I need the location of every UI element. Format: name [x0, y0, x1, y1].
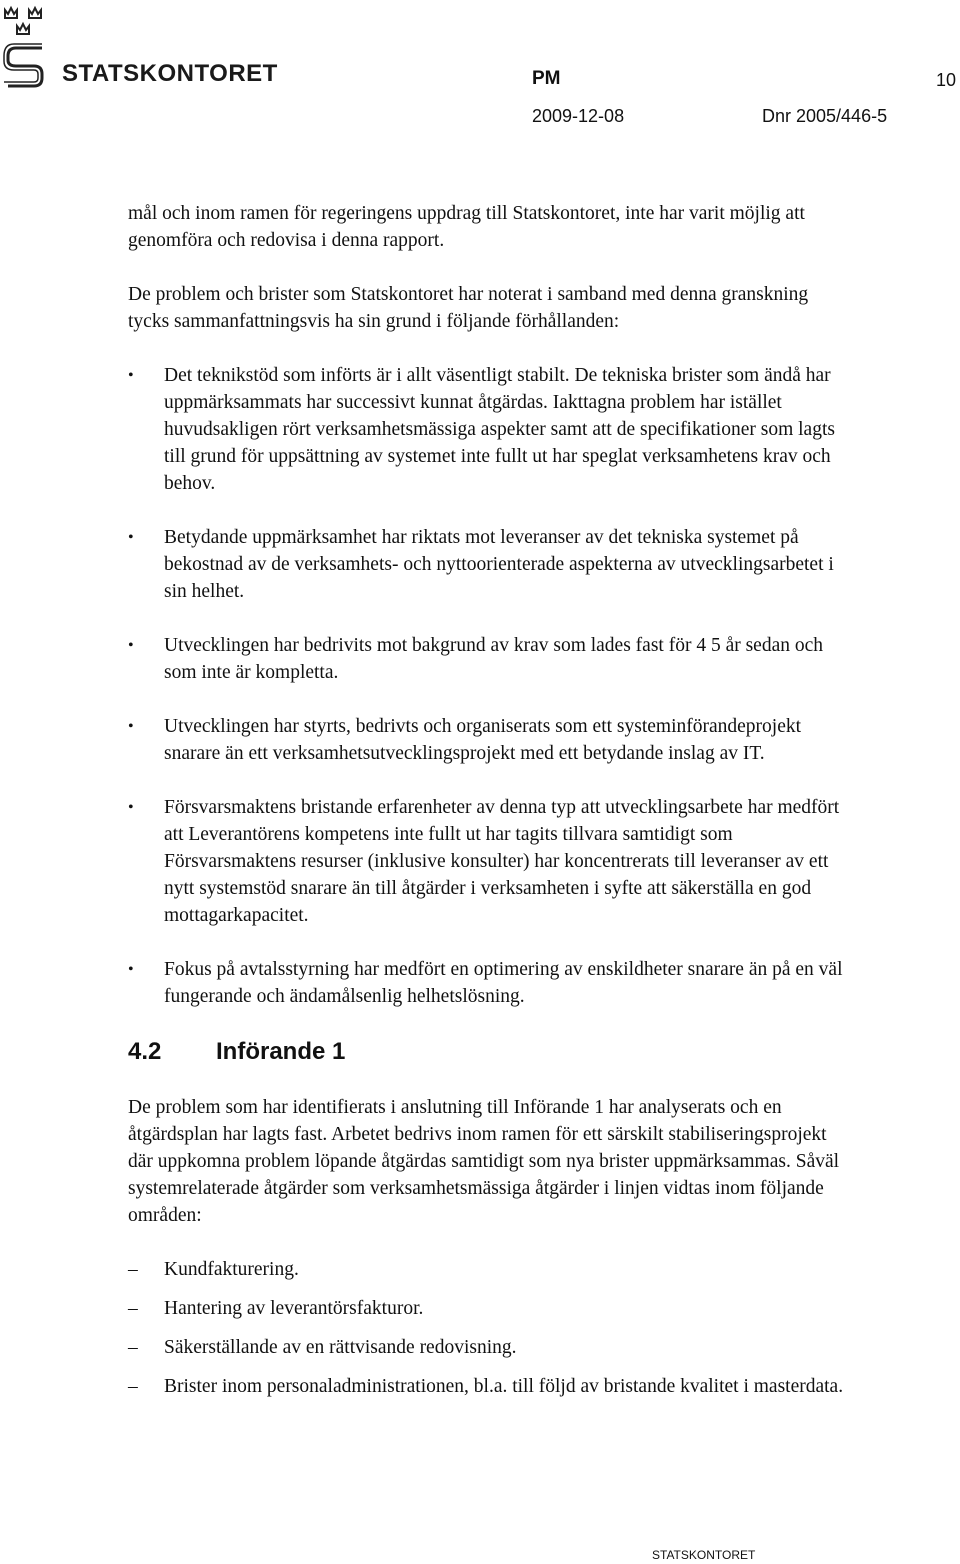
list-item-text: Det teknikstöd som införts är i allt väsentligt stabilt. De tekniska brister som ändå har uppmärksammats har successivt kunnat åtgärdas. Iakttagna problem har istället huvudsakligen rört verksamhetsmässiga aspekter samt att de specifikationer som lagts till grund för uppsättning av systemet inte fullt ut har speglat verksamhetens krav och behov. [164, 365, 835, 494]
statskontoret-logo-icon [2, 4, 48, 88]
dash-icon: – [128, 1259, 138, 1280]
document-date: 2009-12-08 [532, 106, 625, 126]
section-number: 4.2 [128, 1038, 162, 1065]
list-item [128, 956, 848, 1010]
list-item [128, 1295, 848, 1322]
dash-icon: – [128, 1376, 138, 1397]
bullet-icon: • [128, 718, 134, 735]
paragraph-problems: De problem och brister som Statskontoret har noterat i samband med denna granskning tycks sammanfattningsvis ha sin grund i följande förhållanden: [128, 284, 809, 332]
bullet-list [128, 362, 848, 1010]
list-item-text: Hantering av leverantörsfakturor. [164, 1298, 424, 1319]
list-item [128, 1373, 848, 1400]
list-item-text: Fokus på avtalsstyrning har medfört en optimering av enskildheter snarare än på en väl fungerande och ändamålsenlig helhetslösning. [164, 959, 843, 1007]
list-item-text: Kundfakturering. [164, 1259, 299, 1280]
list-item-text: Brister inom personaladministrationen, bl.a. till följd av bristande kvalitet i masterdata. [164, 1376, 844, 1397]
section-heading [128, 1037, 848, 1067]
list-item [128, 794, 848, 929]
document-reference: Dnr 2005/446-5 [762, 106, 888, 126]
list-item-text: Utvecklingen har styrts, bedrivts och organiserats som ett systeminförandeprojekt snarare än ett verksamhetsutvecklingsprojekt med ett betydande inslag av IT. [164, 716, 802, 764]
dash-icon: – [128, 1298, 138, 1319]
list-item [128, 632, 848, 686]
list-item-text: Säkerställande av en rättvisande redovisning. [164, 1337, 517, 1358]
bullet-icon: • [128, 961, 134, 978]
list-item-text: Utvecklingen har bedrivits mot bakgrund av krav som lades fast för 4 5 år sedan och som inte är kompletta. [164, 635, 824, 683]
list-item [128, 713, 848, 767]
section-title: Införande 1 [216, 1038, 346, 1065]
list-item [128, 524, 848, 605]
bullet-icon: • [128, 529, 134, 546]
paragraph-introduction-one: De problem som har identifierats i anslutning till Införande 1 har analyserats och en åtgärdsplan har lagts fast. Arbetet bedrivs inom ramen för ett särskilt stabiliseringsprojekt där uppkomna problem löpande åtgärdas samtidigt som nya brister uppmärksammas. Såväl systemrelaterade åtgärder som verksamhetsmässiga åtgärder i linjen vidtas inom följande områden: [128, 1097, 840, 1226]
list-item [128, 362, 848, 497]
list-item-text: Försvarsmaktens bristande erfarenheter av denna typ att utvecklingsarbete har medfört att Leverantörens kompetens inte fullt ut har tagits tillvara samtidigt som Försvarsmaktens resurser (inklusive konsulter) har koncentrerats till leveranser av ett nytt systemstöd snarare än till åtgärder i verksamheten i syfte att säkerställa en god mottagarkapacitet. [164, 797, 840, 926]
list-item-text: Betydande uppmärksamhet har riktats mot leveranser av det tekniska systemet på bekostnad av de verksamhets- och nyttoorienterade aspekterna av utvecklingsarbetet i sin helhet. [164, 527, 834, 602]
document-body [128, 200, 848, 1412]
page-number: 10 [936, 70, 957, 90]
document-type: PM [532, 68, 561, 89]
bullet-icon: • [128, 799, 134, 816]
bullet-icon: • [128, 367, 134, 384]
bullet-icon: • [128, 637, 134, 654]
logo-wordmark: STATSKONTORET [62, 60, 278, 87]
list-item [128, 1334, 848, 1361]
list-item [128, 1256, 848, 1283]
dash-list [128, 1256, 848, 1400]
paragraph-intro: mål och inom ramen för regeringens uppdrag till Statskontoret, inte har varit möjlig att genomföra och redovisa i denna rapport. [128, 203, 805, 251]
footer-text: STATSKONTORET [652, 1548, 756, 1562]
dash-icon: – [128, 1337, 138, 1358]
